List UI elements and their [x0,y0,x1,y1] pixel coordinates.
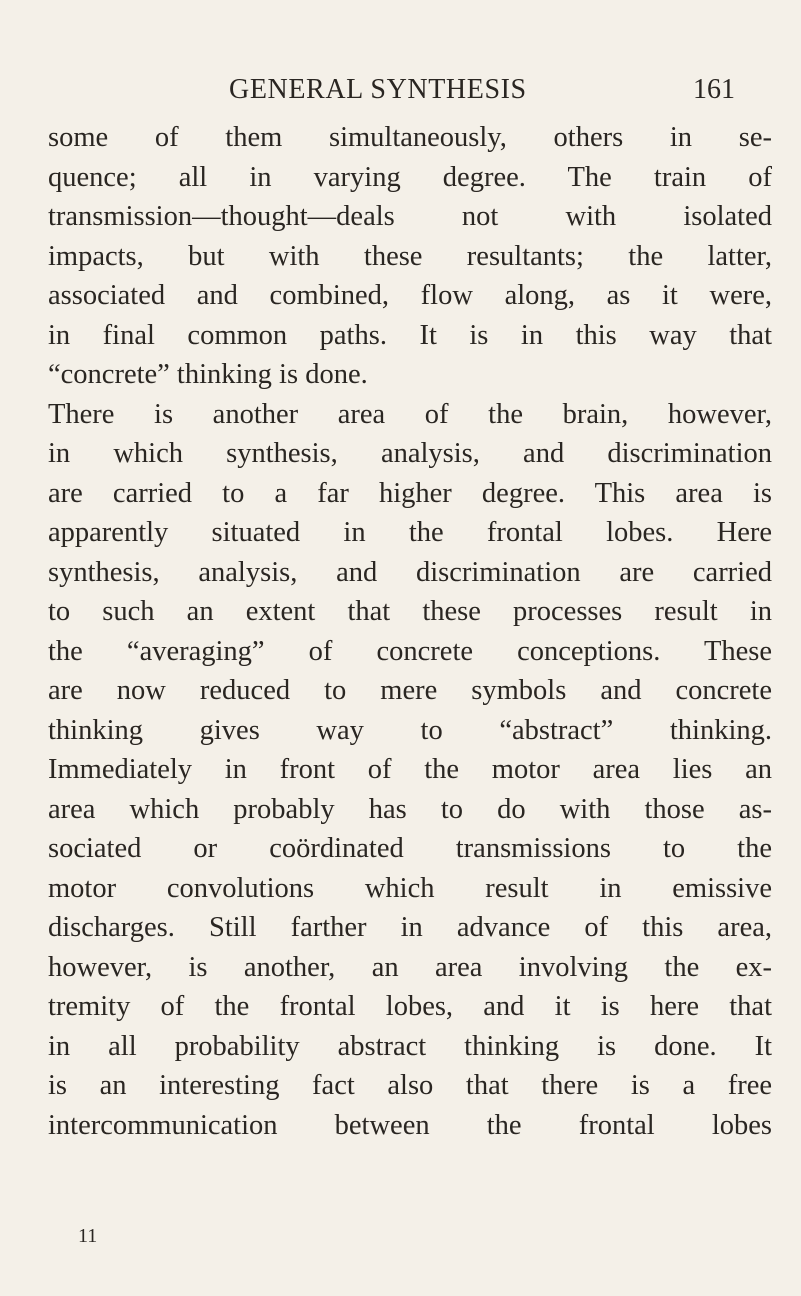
text-line: however, is another, an area involving the ex- [48,951,772,983]
text-line: in all probability abstract thinking is done. It [48,1030,772,1062]
text-line: discharges. Still farther in advance of this area, [48,912,772,943]
body-text [48,118,772,1145]
signature-mark: 11 [78,1225,98,1247]
text-line: intercommunication between the frontal lobes [48,1109,772,1141]
text-line: motor convolutions which result in emissive [48,872,772,904]
text-line: in final common paths. It is in this way that [48,319,772,351]
text-line: some of them simultaneously, others in se- [48,122,772,153]
text-line: apparently situated in the frontal lobes. Here [48,517,772,548]
text-line: in which synthesis, analysis, and discrimination [48,438,772,469]
text-line: is an interesting fact also that there is a free [48,1070,772,1101]
text-line: quence; all in varying degree. The train of [48,161,772,193]
running-title: GENERAL SYNTHESIS [229,74,527,105]
text-line: Immediately in front of the motor area lies an [48,754,772,785]
text-line: synthesis, analysis, and discrimination are carried [48,556,772,588]
text-line: are carried to a far higher degree. This area is [48,477,772,509]
text-line: thinking gives way to “abstract” thinking. [48,714,772,746]
text-line: sociated or coördinated transmissions to the [48,833,772,864]
text-line: impacts, but with these resultants; the latter, [48,240,772,272]
text-line: are now reduced to mere symbols and concrete [48,675,772,706]
text-line: associated and combined, flow along, as it were, [48,280,772,311]
text-line: area which probably has to do with those as- [48,793,772,825]
text-line: the “averaging” of concrete conceptions. These [48,635,772,667]
running-head [0,72,801,108]
paragraph-end-line: “concrete” thinking is done. [48,359,368,390]
paragraph-start-line: There is another area of the brain, however, [48,398,772,430]
text-line: transmission—thought—deals not with isolated [48,201,772,232]
text-line: to such an extent that these processes result in [48,596,772,627]
page-number: 161 [693,74,735,105]
text-line: tremity of the frontal lobes, and it is here that [48,991,772,1022]
